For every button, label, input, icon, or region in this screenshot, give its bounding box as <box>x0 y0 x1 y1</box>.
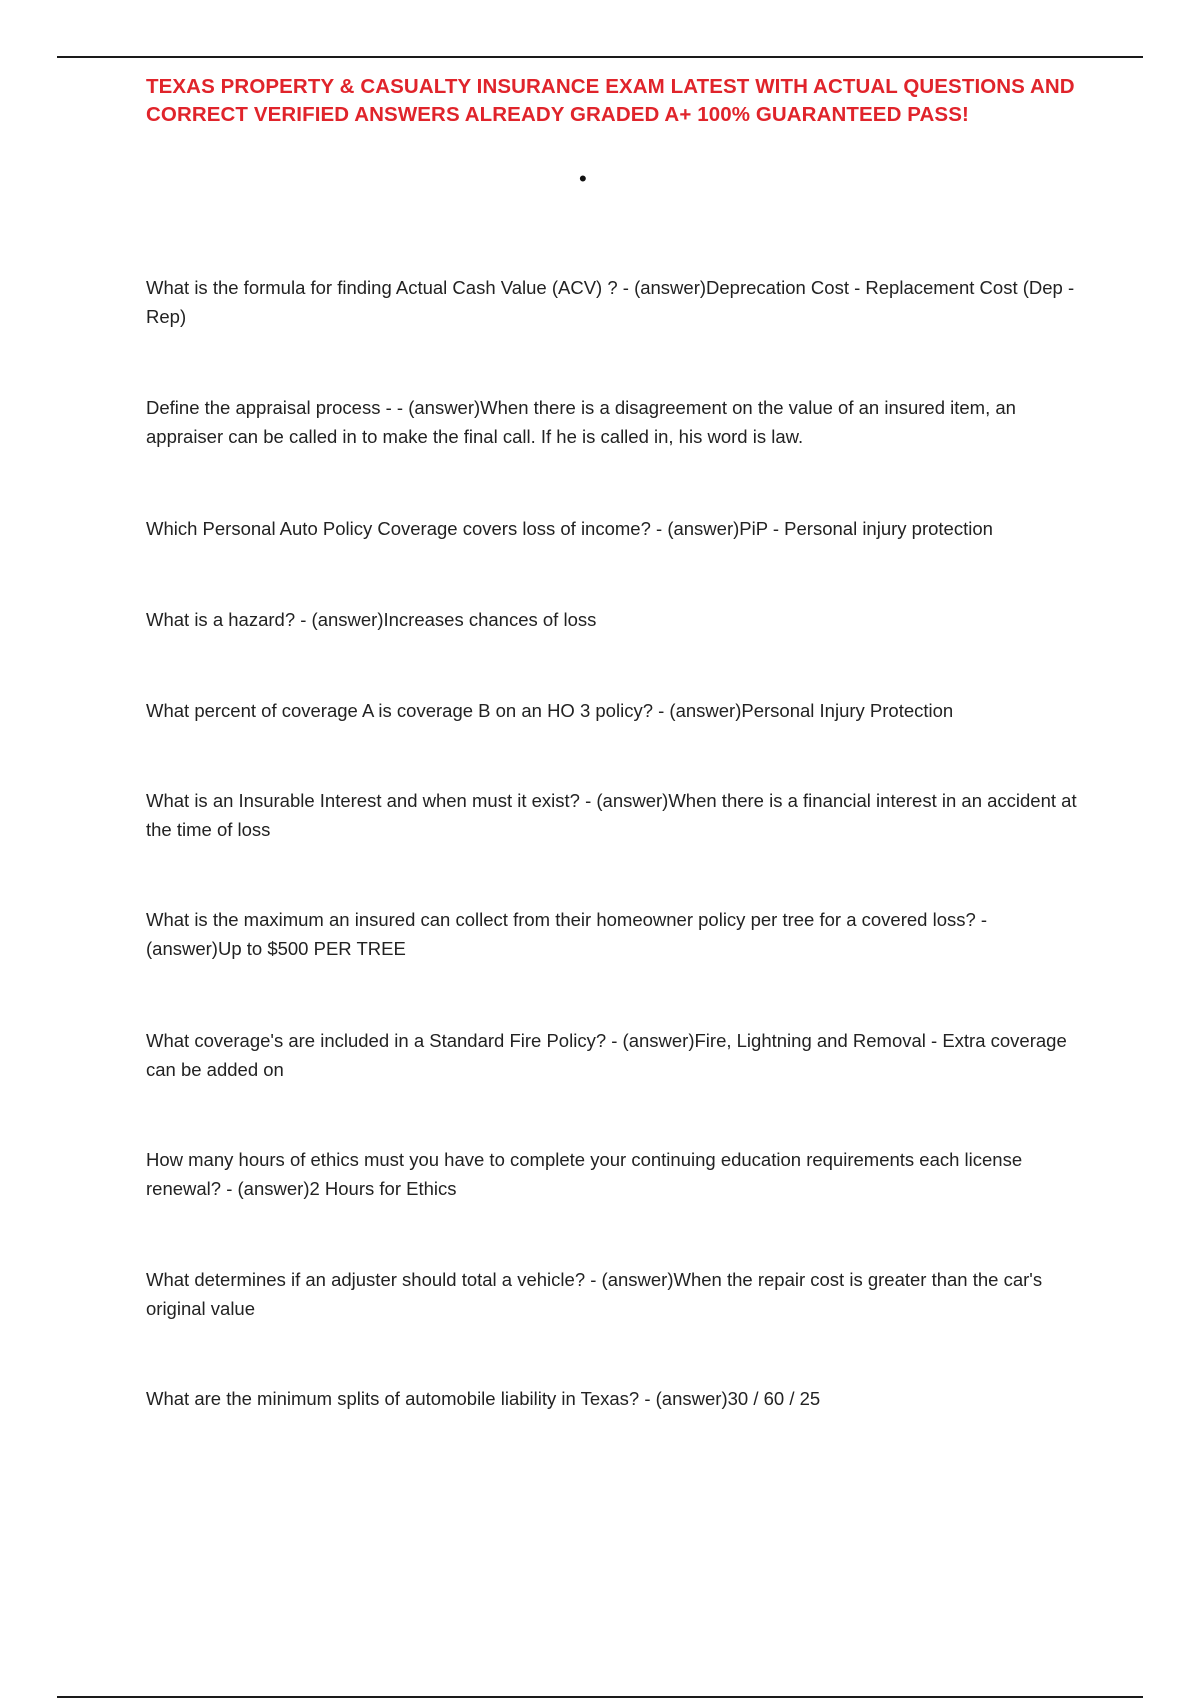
qa-item-insurable-interest: What is an Insurable Interest and when must it exist? - (answer)When there is a financial interest in an accident at the time of loss <box>146 790 1077 840</box>
qa-item-standard-fire-policy: What coverage's are included in a Standard Fire Policy? - (answer)Fire, Lightning and Removal - Extra coverage can be added on <box>146 1030 1067 1080</box>
qa-item-coverage-b-percent: What percent of coverage A is coverage B on an HO 3 policy? - (answer)Personal Injury Protection <box>146 700 954 721</box>
document-title: TEXAS PROPERTY & CASUALTY INSURANCE EXAM LATEST WITH ACTUAL QUESTIONS AND CORRECT VERIFIED ANSWERS ALREADY GRADED A+ 100% GUARANTEED PASS! <box>146 75 1075 126</box>
qa-item-tree-maximum: What is the maximum an insured can collect from their homeowner policy per tree for a covered loss? - (answer)Up to $500 PER TREE <box>146 909 988 959</box>
qa-item-liability-splits: What are the minimum splits of automobile liability in Texas? - (answer)30 / 60 / 25 <box>146 1388 821 1409</box>
qa-item-ethics-hours: How many hours of ethics must you have to complete your continuing education requirements each license renewal? - (answer)2 Hours for Ethics <box>146 1149 1023 1199</box>
qa-item-loss-of-income: Which Personal Auto Policy Coverage covers loss of income? - (answer)PiP - Personal injury protection <box>146 518 993 539</box>
qa-item-hazard: What is a hazard? - (answer)Increases chances of loss <box>146 609 597 630</box>
qa-item-acv-formula: What is the formula for finding Actual Cash Value (ACV) ? - (answer)Deprecation Cost - Replacement Cost (Dep - Rep) <box>146 277 1075 327</box>
qa-item-total-vehicle: What determines if an adjuster should total a vehicle? - (answer)When the repair cost is greater than the car's original value <box>146 1269 1043 1319</box>
top-divider <box>57 56 1143 58</box>
bullet-point: • <box>579 166 587 191</box>
qa-item-appraisal-process: Define the appraisal process - - (answer)When there is a disagreement on the value of an insured item, an appraiser can be called in to make the final call. If he is called in, his word is law. <box>146 397 1016 447</box>
bottom-divider <box>57 1696 1143 1698</box>
